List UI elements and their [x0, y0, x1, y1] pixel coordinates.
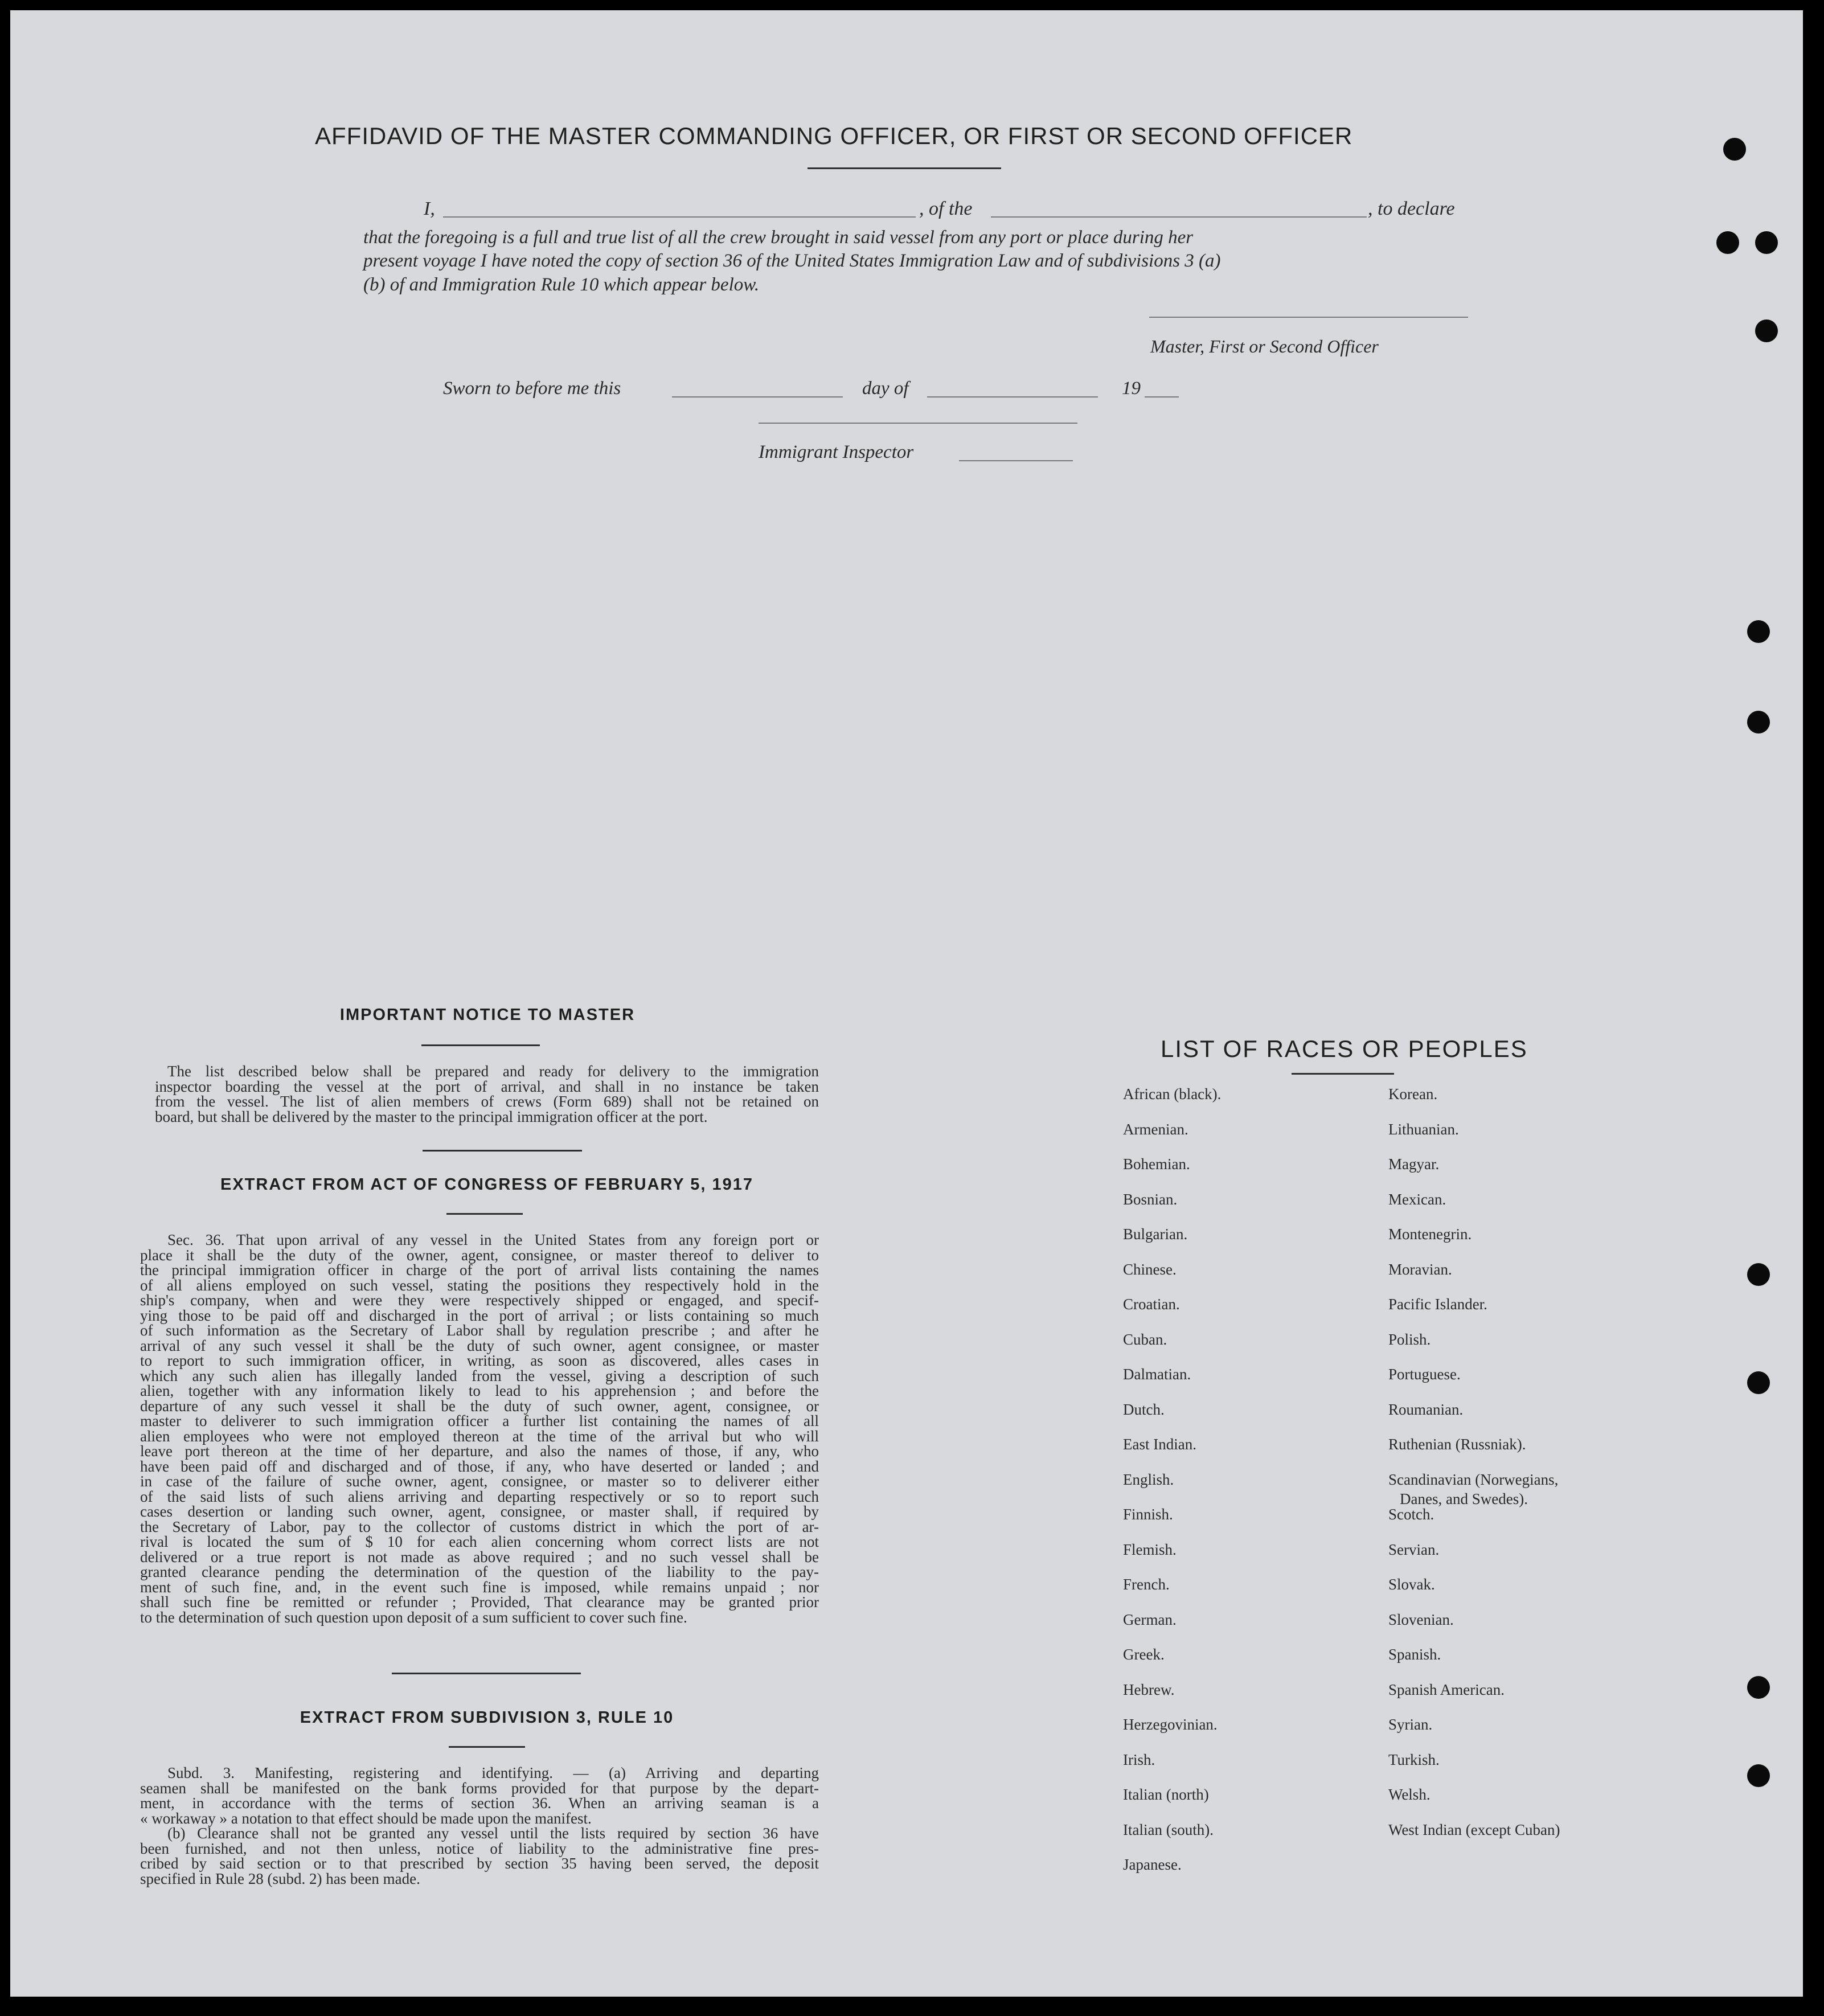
- race-item: Dutch.: [1123, 1400, 1165, 1418]
- affidavit-text-line: that the foregoing is a full and true list of all the crew brought in said vessel from any port or place during her: [363, 227, 1194, 248]
- act-line: of all aliens employed on such vessel, stating the positions they respectively hold in the: [140, 1276, 819, 1294]
- rule-title: EXTRACT FROM SUBDIVISION 3, RULE 10: [300, 1708, 674, 1727]
- act-line: arrival of any such vessel it shall be the duty of such owner, agent consignee, or master: [140, 1337, 819, 1354]
- punch-hole: [1747, 1371, 1770, 1394]
- race-item: West Indian (except Cuban): [1388, 1821, 1560, 1838]
- race-item: Turkish.: [1388, 1751, 1440, 1768]
- rule-line: cribed by said section or to that prescribed by section 35 having been served, the deposit: [140, 1855, 819, 1872]
- race-item: Bulgarian.: [1123, 1226, 1188, 1243]
- rule-line: Subd. 3. Manifesting, registering and identifying. — (a) Arriving and departing: [167, 1764, 819, 1781]
- notice-underline: [421, 1044, 540, 1046]
- punch-hole: [1747, 1764, 1770, 1787]
- vessel-blank[interactable]: [991, 216, 1367, 218]
- punch-hole: [1723, 138, 1746, 161]
- punch-hole: [1716, 231, 1739, 254]
- race-item: East Indian.: [1123, 1436, 1196, 1453]
- affidavit-declare-label: , to declare: [1368, 198, 1455, 219]
- race-item: Flemish.: [1123, 1540, 1177, 1558]
- race-item: Portuguese.: [1388, 1366, 1461, 1383]
- race-item: Cuban.: [1123, 1330, 1167, 1348]
- act-underline: [446, 1213, 523, 1215]
- act-line: which any such alien has illegally landed from the vessel, giving a description of such: [140, 1367, 819, 1384]
- rule-line: seamen shall be manifested on the bank forms provided for that purpose by the depart-: [140, 1779, 819, 1797]
- race-item: Irish.: [1123, 1751, 1155, 1768]
- act-line: granted clearance pending the determination of the question of the liability to the pay-: [140, 1563, 819, 1580]
- race-item: Finnish.: [1123, 1506, 1173, 1523]
- race-item: Polish.: [1388, 1330, 1431, 1348]
- act-line: cases desertion or landing such owner, agent, consignee, or master shall, if required by: [140, 1503, 819, 1520]
- document-page: [10, 10, 1803, 1997]
- act-line: alien, together with any information likely to lead to his apprehension ; and before the: [140, 1382, 819, 1399]
- notice-line: board, but shall be delivered by the master to the principal immigration officer at the port.: [155, 1108, 708, 1125]
- act-line: the principal immigration officer in charge of the port of arrival lists containing the names: [140, 1261, 819, 1279]
- race-item: Moravian.: [1388, 1260, 1452, 1278]
- race-item: Korean.: [1388, 1085, 1438, 1103]
- inspector-signature-line[interactable]: [759, 423, 1077, 424]
- rule-paragraph: [140, 1765, 819, 1886]
- race-item: Dalmatian.: [1123, 1366, 1191, 1383]
- act-line: in case of the failure of suche owner, agent, consignee, or master so to deliverer either: [140, 1473, 819, 1490]
- notice-line: The list described below shall be prepared and ready for delivery to the immigration: [167, 1063, 819, 1080]
- notice-paragraph: [155, 1064, 819, 1124]
- punch-hole: [1747, 1676, 1770, 1699]
- sworn-label: Sworn to before me this: [443, 378, 621, 399]
- name-blank[interactable]: [443, 216, 916, 218]
- act-title: EXTRACT FROM ACT OF CONGRESS OF FEBRUARY 5, 1917: [220, 1175, 754, 1194]
- act-line: delivered or a true report is not made as above required ; and no such vessel shall be: [140, 1548, 819, 1566]
- punch-hole: [1747, 620, 1770, 643]
- act-line: of the said lists of such aliens arriving and departing respectively or so to report such: [140, 1488, 819, 1505]
- title-underline: [808, 167, 1001, 169]
- sworn-day-blank[interactable]: [672, 396, 843, 398]
- race-item: Spanish American.: [1388, 1681, 1505, 1698]
- race-item: Bohemian.: [1123, 1155, 1190, 1173]
- race-item: Chinese.: [1123, 1260, 1177, 1278]
- race-item: Syrian.: [1388, 1716, 1433, 1733]
- race-item: Montenegrin.: [1388, 1226, 1472, 1243]
- race-item: Spanish.: [1388, 1646, 1441, 1663]
- notice-line: from the vessel. The list of alien members of crews (Form 689) shall not be retained on: [155, 1093, 819, 1110]
- race-item: Lithuanian.: [1388, 1120, 1459, 1138]
- act-line: departure of any such vessel it shall be the duty of such owner, agent, consignee, or: [140, 1397, 819, 1415]
- punch-hole: [1755, 231, 1778, 254]
- race-item: Italian (south).: [1123, 1821, 1214, 1838]
- race-item: Greek.: [1123, 1646, 1165, 1663]
- affidavit-text-line: present voyage I have noted the copy of section 36 of the United States Immigration Law and of subdivisions 3 (a): [363, 251, 1221, 271]
- affidavit-text-line: (b) of and Immigration Rule 10 which appear below.: [363, 274, 760, 295]
- punch-hole: [1747, 1263, 1770, 1286]
- race-item: Slovak.: [1388, 1576, 1435, 1593]
- act-line: rival is located the sum of $ 10 for each alien concerning whom correct lists are not: [140, 1533, 819, 1550]
- sworn-year-blank[interactable]: [1145, 396, 1179, 398]
- act-line: shall such fine be remitted or refunder ; Provided, That clearance may be granted prior: [140, 1593, 819, 1611]
- race-item: Roumanian.: [1388, 1400, 1464, 1418]
- race-item: French.: [1123, 1576, 1170, 1593]
- act-line: the Secretary of Labor, pay to the collector of customs district in which the port of ar-: [140, 1518, 819, 1535]
- act-line: master to deliverer to such immigration officer a further list containing the names of all: [140, 1412, 819, 1429]
- race-item: English.: [1123, 1470, 1174, 1488]
- affidavit-of-the-label: , of the: [919, 198, 973, 219]
- race-item: Japanese.: [1123, 1856, 1182, 1873]
- notice-line: inspector boarding the vessel at the port of arrival, and shall in no instance be taken: [155, 1077, 819, 1095]
- punch-hole: [1747, 711, 1770, 734]
- sworn-month-blank[interactable]: [927, 396, 1098, 398]
- year-label: 19: [1122, 378, 1141, 399]
- act-line: leave port thereon at the time of her departure, and also the names of those, if any, who: [140, 1443, 819, 1460]
- act-line: to the determination of such question upon deposit of a sum sufficient to cover such fine.: [140, 1608, 687, 1626]
- race-item: Mexican.: [1388, 1190, 1446, 1208]
- race-item: Magyar.: [1388, 1155, 1440, 1173]
- signature-line[interactable]: [1149, 317, 1468, 318]
- inspector-blank[interactable]: [959, 460, 1073, 461]
- race-item: Italian (north): [1123, 1786, 1209, 1803]
- race-item: Slovenian.: [1388, 1611, 1454, 1628]
- rule-line: been furnished, and not then unless, notice of liability to the administrative fine pres-: [140, 1839, 819, 1857]
- act-line: place it shall be the duty of the owner, agent, consignee, or master thereof to deliver to: [140, 1246, 819, 1264]
- race-item: Scandinavian (Norwegians,: [1388, 1470, 1559, 1488]
- act-line: to report to such immigration officer, in writing, as soon as discovered, alles cases in: [140, 1352, 819, 1369]
- affidavit-i-label: I,: [424, 198, 435, 219]
- race-item: Bosnian.: [1123, 1190, 1178, 1208]
- rule-underline: [449, 1746, 525, 1748]
- act-line: ship's company, when and were they were respectively shipped or engaged, and specif-: [140, 1292, 819, 1309]
- race-item: Pacific Islander.: [1388, 1296, 1487, 1313]
- divider: [423, 1150, 582, 1152]
- races-underline: [1292, 1073, 1394, 1075]
- race-item: Danes, and Swedes).: [1400, 1490, 1528, 1507]
- signature-label: Master, First or Second Officer: [1150, 336, 1379, 357]
- punch-hole: [1755, 319, 1778, 342]
- race-item: German.: [1123, 1611, 1177, 1628]
- race-item: Hebrew.: [1123, 1681, 1175, 1698]
- divider: [392, 1673, 581, 1674]
- rule-line: « workaway » a notation to that effect should be made upon the manifest.: [140, 1809, 592, 1827]
- act-line: ment of such fine, and, in the event such fine is imposed, while remains unpaid ; nor: [140, 1578, 819, 1596]
- race-item: Armenian.: [1123, 1120, 1188, 1138]
- act-line: ying those to be paid off and discharged in the port of arrival ; or lists containing so much: [140, 1306, 819, 1324]
- race-item: Herzegovinian.: [1123, 1716, 1218, 1733]
- affidavit-title: AFFIDAVID OF THE MASTER COMMANDING OFFICER, OR FIRST OR SECOND OFFICER: [315, 122, 1353, 149]
- race-item: Scotch.: [1388, 1506, 1434, 1523]
- races-title: LIST OF RACES OR PEOPLES: [1161, 1035, 1528, 1062]
- act-paragraph: [140, 1232, 819, 1625]
- inspector-label: Immigrant Inspector: [759, 442, 914, 462]
- rule-line: (b) Clearance shall not be granted any vessel until the lists required by section 36 have: [167, 1825, 819, 1842]
- race-item: Croatian.: [1123, 1296, 1180, 1313]
- act-line: Sec. 36. That upon arrival of any vessel in the United States from any foreign port or: [167, 1231, 819, 1248]
- notice-title: IMPORTANT NOTICE TO MASTER: [339, 1006, 636, 1024]
- race-item: African (black).: [1123, 1085, 1222, 1103]
- act-line: have been paid off and discharged and of those, if any, who have deserted or landed ; and: [140, 1457, 819, 1475]
- race-item: Ruthenian (Russniak).: [1388, 1436, 1526, 1453]
- rule-line: specified in Rule 28 (subd. 2) has been made.: [140, 1870, 420, 1887]
- race-item: Servian.: [1388, 1540, 1440, 1558]
- race-item: Welsh.: [1388, 1786, 1430, 1803]
- act-line: alien employees who were not employed thereon at the time of the arrival but who will: [140, 1427, 819, 1445]
- day-of-label: day of: [862, 378, 909, 399]
- rule-line: ment, in accordance with the terms of section 36. When an arriving seaman is a: [140, 1794, 819, 1812]
- act-line: of such information as the Secretary of Labor shall by regulation prescribe ; and after he: [140, 1322, 819, 1339]
